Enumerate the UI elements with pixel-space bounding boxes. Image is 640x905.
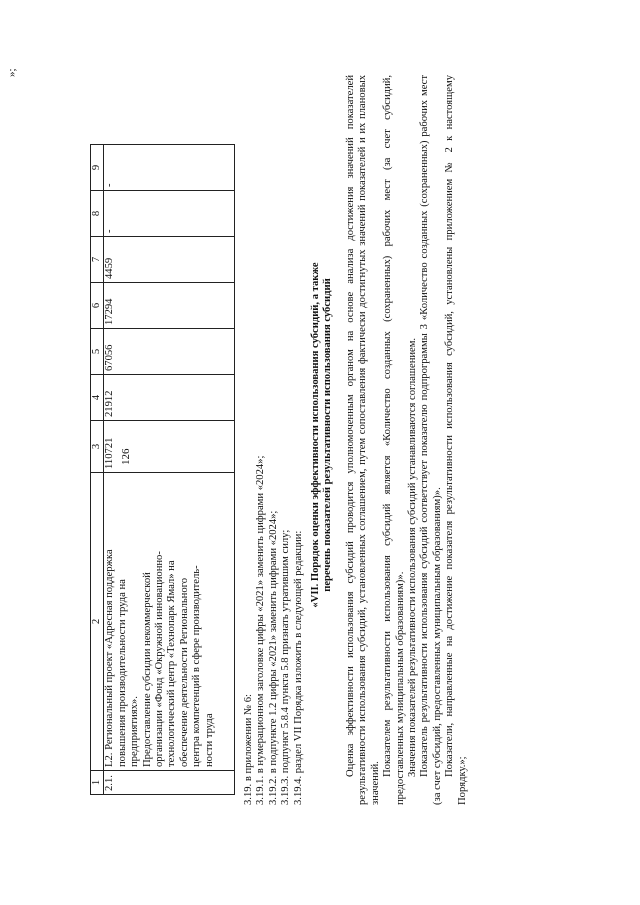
description-line: организации «Фонд «Окружной инновационно- bbox=[154, 551, 166, 767]
column-header: 6 bbox=[91, 283, 104, 329]
column-header: 5 bbox=[91, 329, 104, 375]
description-line: центра компетенций в сфере производитель- bbox=[191, 565, 203, 767]
description-line: предприятиях». bbox=[129, 696, 141, 767]
table-closing-quote: »; bbox=[6, 68, 18, 77]
row-description bbox=[104, 473, 235, 771]
amendment-item: 3.19.3. подпункт 5.8.4 пункта 5.8 признать утратившим силу; bbox=[280, 529, 292, 805]
subsidy-table bbox=[90, 144, 235, 795]
body-paragraph: Показателем результативности использования субсидий является «Количество созданных (сохраненных) рабочих мест (за счет субсидий, предоставленных муниципальным образованиям)». bbox=[382, 75, 406, 805]
column-header: 1 bbox=[91, 771, 104, 795]
description-line: L2. Региональный проект «Адресная поддержка bbox=[104, 549, 116, 767]
table-row bbox=[104, 145, 235, 795]
amendment-item: 3.19.2. в подпункте 1.2 цифры «2021» заменить цифрами «2024»; bbox=[267, 510, 279, 805]
value-cell: 4459 bbox=[104, 237, 235, 283]
value-cell: 67056 bbox=[104, 329, 235, 375]
body-paragraph: Показатели, направленные на достижение показателя результативности использования субсидий, установлены приложением № 2 к настоящему Порядку.»; bbox=[444, 75, 468, 805]
value-cell: 17294 bbox=[104, 283, 235, 329]
section-body bbox=[345, 75, 469, 805]
amendment-item: 3.19. в приложении № 6: bbox=[243, 694, 254, 805]
value-cell: 110721 bbox=[104, 421, 235, 473]
body-paragraph: Значения показателей результативности использования субсидий устанавливаются соглашением. bbox=[407, 337, 419, 777]
section-heading-line: перечень показателей результативности использования субсидий bbox=[322, 278, 334, 592]
value-cell: 21912 bbox=[104, 375, 235, 421]
amendments-list bbox=[243, 85, 305, 805]
amendment-item: 3.19.4. раздел VII Порядка изложить в следующей редакции: bbox=[292, 530, 304, 805]
amendment-item: 3.19.1. в нумерационном заголовке цифры «2021» заменить цифрами «2024»; bbox=[255, 455, 267, 805]
description-line: повышения производительности труда на bbox=[116, 579, 128, 767]
column-header: 2 bbox=[91, 473, 104, 771]
body-paragraph: Показатель результативности использования субсидий соответствует показателю подпрограммы 3 «Количество созданных (сохраненных) рабочих мест (за счет субсидий, предоставленных муниципальным образованиям)». bbox=[419, 75, 443, 805]
column-header: 9 bbox=[91, 145, 104, 191]
description-line: Предоставление субсидии некоммерческой bbox=[141, 572, 153, 767]
column-header: 3 bbox=[91, 421, 104, 473]
column-header: 4 bbox=[91, 375, 104, 421]
table-header-row bbox=[91, 145, 104, 795]
section-heading-line: «VII. Порядок оценки эффективности использования субсидий, а также bbox=[310, 262, 321, 608]
column-header: 7 bbox=[91, 237, 104, 283]
page-number: 126 bbox=[120, 448, 132, 465]
description-line: ности труда bbox=[203, 713, 215, 767]
description-line: технологический центр «Технопарк Ямал» на bbox=[166, 560, 178, 767]
body-paragraph: Оценка эффективности использования субсидий проводится уполномоченным органом на основе анализа достижения значений показателей результативности использования субсидий, установленных соглашением, путем сопоставления фактически достигнутых значений показателей и их плановых значений. bbox=[345, 75, 381, 805]
value-cell: - bbox=[104, 191, 235, 237]
value-cell: - bbox=[104, 145, 235, 191]
description-line: обеспечение деятельности Регионального bbox=[178, 577, 190, 767]
column-header: 8 bbox=[91, 191, 104, 237]
row-number: 2.1. bbox=[104, 771, 235, 795]
section-heading bbox=[310, 85, 335, 785]
